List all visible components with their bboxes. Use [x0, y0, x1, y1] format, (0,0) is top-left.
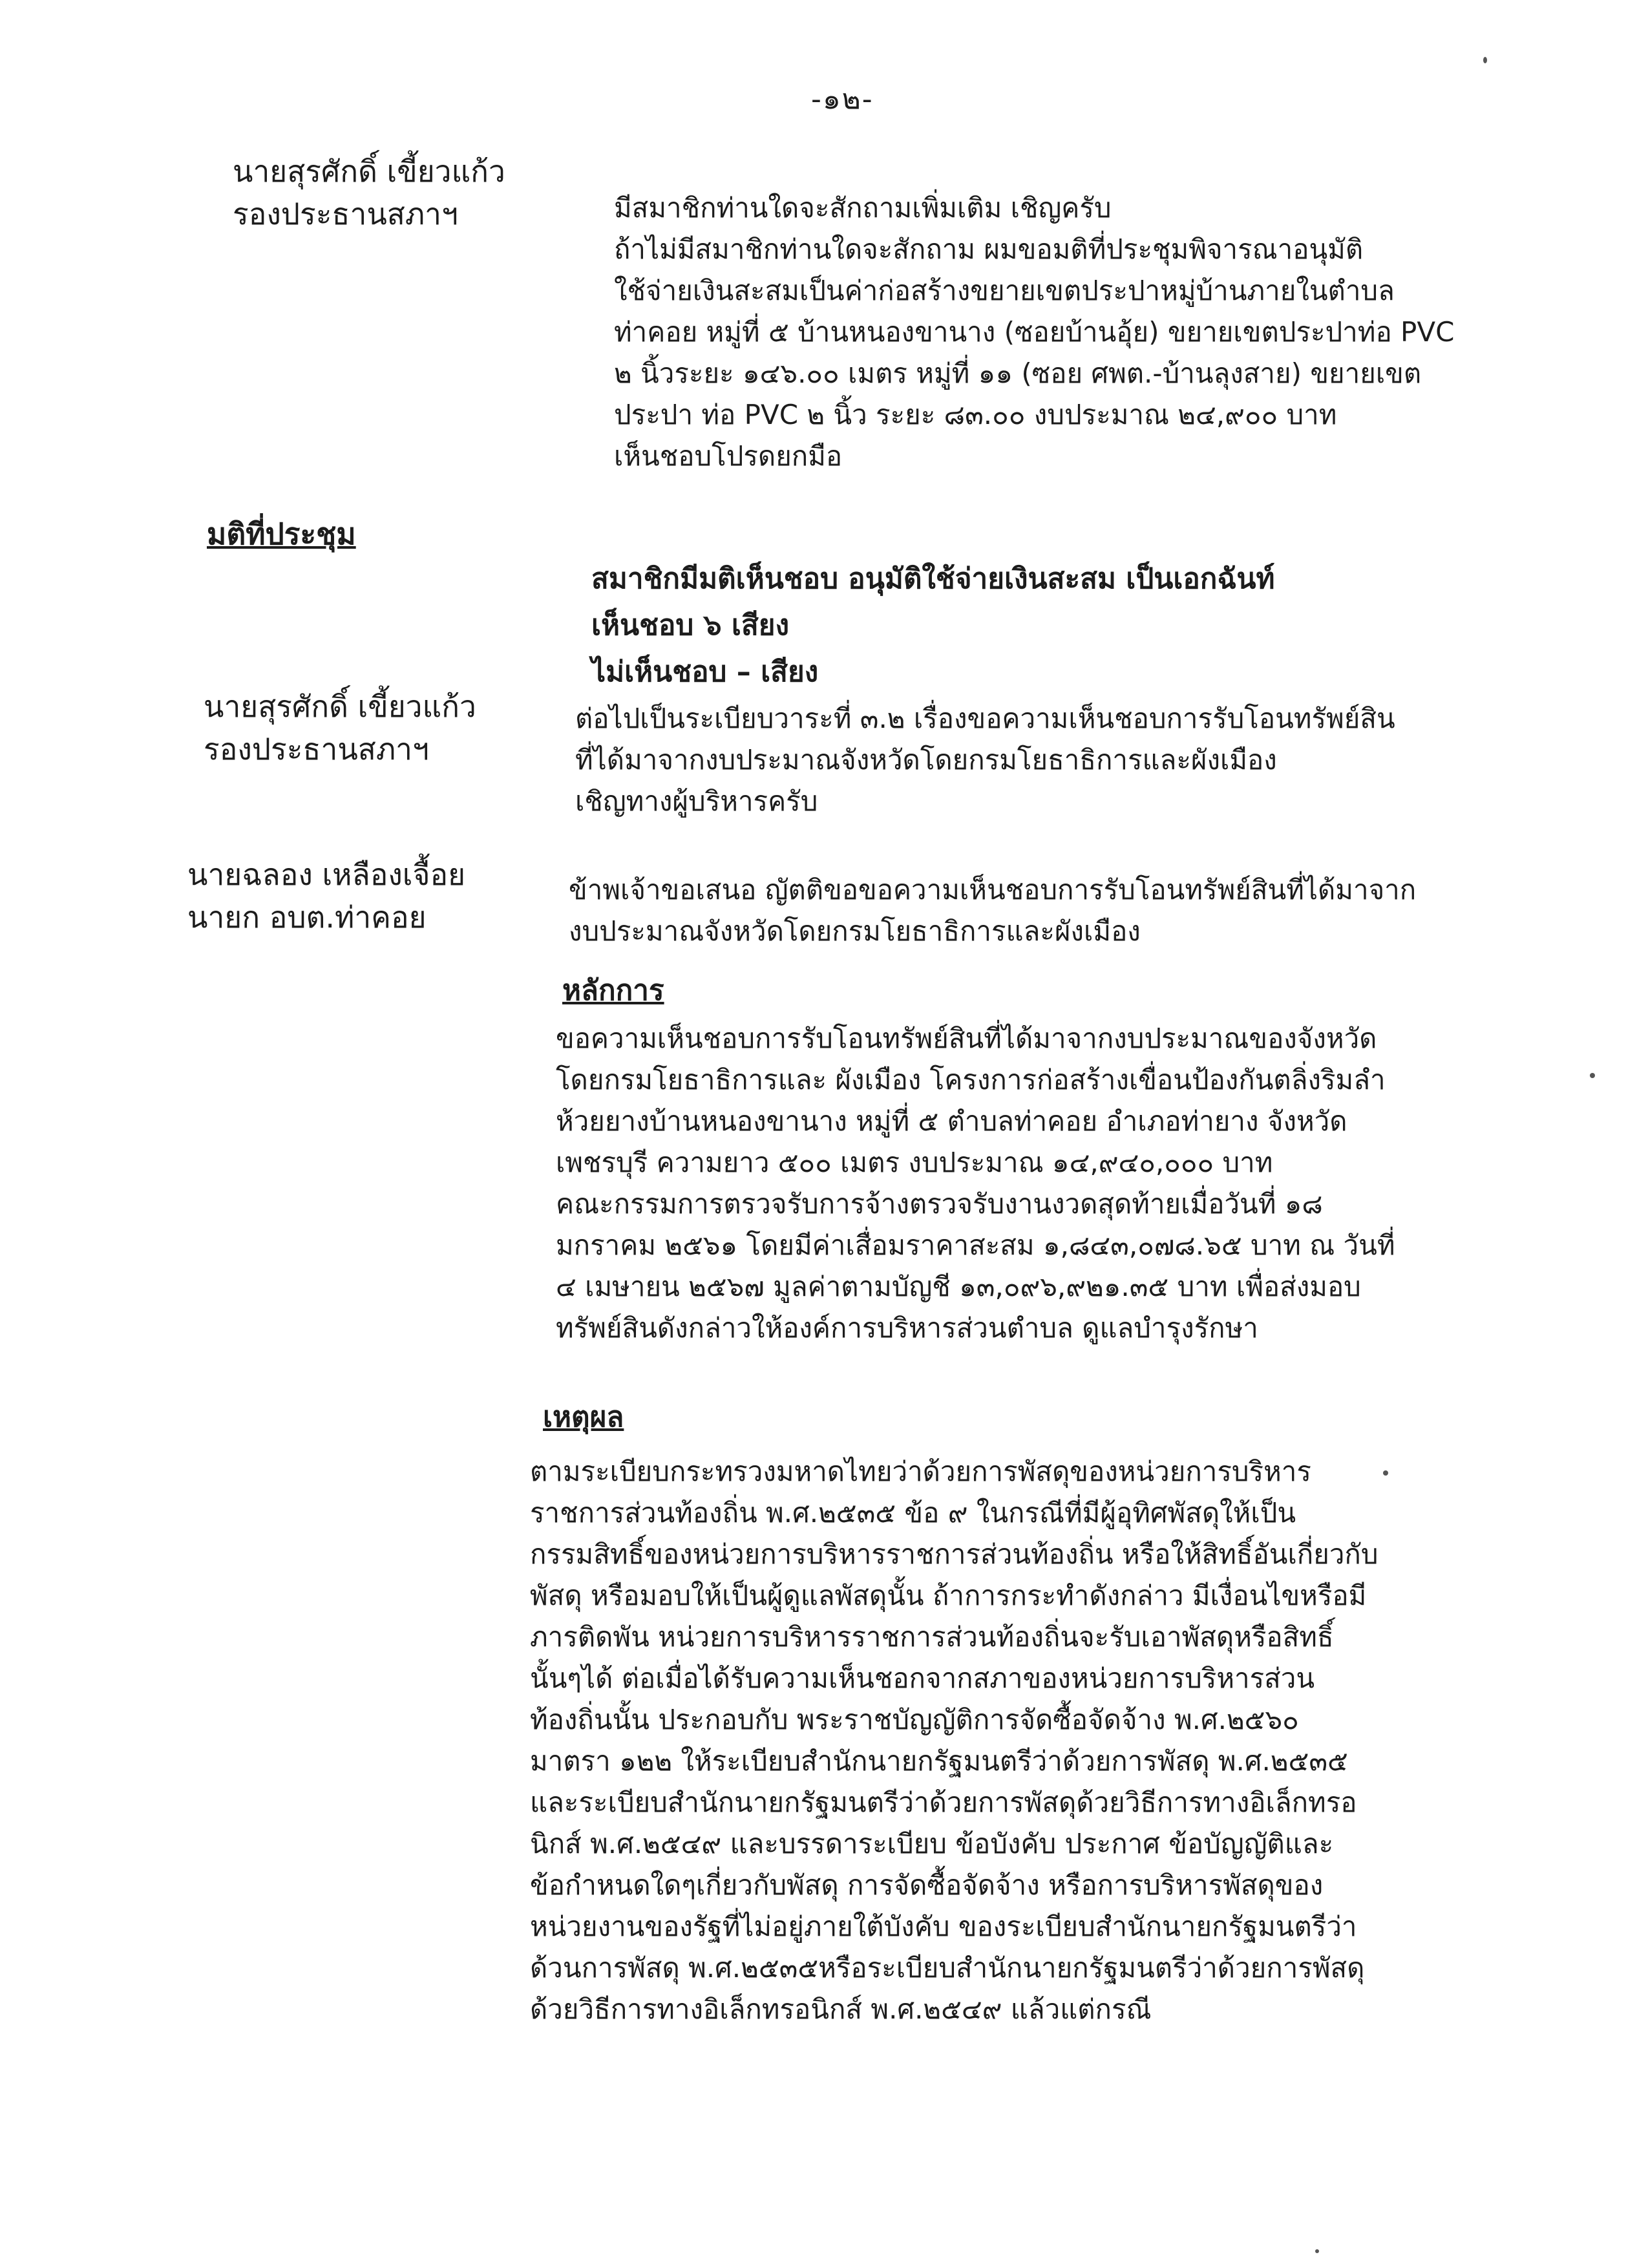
principle-block: [556, 1018, 1395, 1349]
reason-line: ราชการส่วนท้องถิ่น พ.ศ.๒๕๓๕ ข้อ ๙ ในกรณีที่มีผู้อุทิศพัสดุให้เป็น: [530, 1497, 1296, 1529]
speech-line: ใช้จ่ายเงินสะสมเป็นค่าก่อสร้างขยายเขตประปาหมู่บ้านภายในตำบล: [614, 275, 1395, 306]
reason-line: นิกส์ พ.ศ.๒๕๔๙ และบรรดาระเบียบ ข้อบังคับ ประกาศ ข้อบัญญัติและ: [530, 1828, 1334, 1860]
reason-line: ภารติดพัน หน่วยการบริหารราชการส่วนท้องถิ่นจะรับเอาพัสดุหรือสิทธิ์: [530, 1621, 1334, 1653]
speech-line: งบประมาณจังหวัดโดยกรมโยธาธิการและผังเมือง: [569, 915, 1141, 947]
reason-line: ตามระเบียบกระทรวงมหาดไทยว่าด้วยการพัสดุของหน่วยการบริหาร: [530, 1456, 1311, 1487]
reason-line: และระเบียบสำนักนายกรัฐมนตรีว่าด้วยการพัสดุด้วยวิธีการทางอิเล็กทรอ: [530, 1786, 1357, 1818]
principle-line: คณะกรรมการตรวจรับการจ้างตรวจรับงานงวดสุดท้ายเมื่อวันที่ ๑๘: [556, 1188, 1323, 1220]
speech-block-2: [575, 698, 1395, 822]
principle-line: ห้วยยางบ้านหนองขานาง หมู่ที่ ๕ ตำบลท่าคอย อำเภอท่ายาง จังหวัด: [556, 1105, 1347, 1137]
speech-line: เชิญทางผู้บริหารครับ: [575, 785, 818, 817]
speaker-name: นายฉลอง เหลืองเจื้อย: [187, 857, 466, 892]
reason-line: ท้องถิ่นนั้น ประกอบกับ พระราชบัญญัติการจัดซื้อจัดจ้าง พ.ศ.๒๕๖๐: [530, 1704, 1299, 1735]
speech-line: ที่ได้มาจากงบประมาณจังหวัดโดยกรมโยธาธิการและผังเมือง: [575, 744, 1277, 776]
principle-line: ทรัพย์สินดังกล่าวให้องค์การบริหารส่วนตำบล ดูแลบำรุงรักษา: [556, 1312, 1258, 1344]
resolution-line: สมาชิกมีมติเห็นชอบ อนุมัติใช้จ่ายเงินสะสม เป็นเอกฉันท์: [591, 562, 1275, 595]
speaker-role: รองประธานสภาฯ: [204, 732, 429, 767]
resolution-vote-disapprove: ไม่เห็นชอบ – เสียง: [591, 655, 819, 688]
speech-line: ข้าพเจ้าขอเสนอ ญัตติขอขอความเห็นชอบการรับโอนทรัพย์สินที่ได้มาจาก: [569, 874, 1417, 906]
speech-block-1: [614, 187, 1454, 477]
reason-line: ด้วนการพัสดุ พ.ศ.๒๕๓๕หรือระเบียบสำนักนายกรัฐมนตรีว่าด้วยการพัสดุ: [530, 1952, 1365, 1984]
resolution-vote-approve: เห็นชอบ ๖ เสียง: [591, 609, 790, 642]
speaker-role: รองประธานสภาฯ: [233, 196, 458, 231]
speaker-block-2: [204, 685, 476, 770]
speech-line: ท่าคอย หมู่ที่ ๕ บ้านหนองขานาง (ซอยบ้านอุ้ย) ขยายเขตประปาท่อ PVC: [614, 316, 1455, 348]
principle-line: โดยกรมโยธาธิการและ ผังเมือง โครงการก่อสร้างเขื่อนป้องกันตลิ่งริมลำ: [556, 1064, 1386, 1096]
speech-line: ต่อไปเป็นระเบียบวาระที่ ๓.๒ เรื่องขอความเห็นชอบการรับโอนทรัพย์สิน: [575, 703, 1395, 734]
reason-line: มาตรา ๑๒๒ ให้ระเบียบสำนักนายกรัฐมนตรีว่าด้วยการพัสดุ พ.ศ.๒๕๓๕: [530, 1745, 1348, 1777]
speech-line: ประปา ท่อ PVC ๒ นิ้ว ระยะ ๘๓.๐๐ งบประมาณ ๒๔,๙๐๐ บาท: [614, 399, 1337, 430]
resolution-block: [591, 556, 1274, 695]
speech-line: ถ้าไม่มีสมาชิกท่านใดจะสักถาม ผมขอมติที่ประชุมพิจารณาอนุมัติ: [614, 233, 1364, 265]
reason-line: หน่วยงานของรัฐที่ไม่อยู่ภายใต้บังคับ ของระเบียบสำนักนายกรัฐมนตรีว่า: [530, 1911, 1357, 1942]
speech-block-3: [569, 869, 1416, 952]
speaker-block-1: [233, 150, 505, 235]
resolution-label: มติที่ประชุม: [207, 516, 356, 551]
reason-line: ข้อกำหนดใดๆเกี่ยวกับพัสดุ การจัดซื้อจัดจ้าง หรือการบริหารพัสดุของ: [530, 1869, 1324, 1901]
principle-line: เพชรบุรี ความยาว ๕๐๐ เมตร งบประมาณ ๑๔,๙๔๐,๐๐๐ บาท: [556, 1147, 1273, 1178]
reason-line: นั้นๆได้ ต่อเมื่อได้รับความเห็นชอกจากสภาของหน่วยการบริหารส่วน: [530, 1662, 1315, 1694]
principle-heading: หลักการ: [562, 974, 664, 1007]
scan-speck: [1590, 1073, 1595, 1078]
scan-speck: [1315, 2249, 1319, 2253]
speaker-name: นายสุรศักดิ์ เขี้ยวแก้ว: [233, 154, 505, 189]
reason-block: [530, 1451, 1379, 2030]
scan-speck: [1383, 1470, 1388, 1476]
reason-line: พัสดุ หรือมอบให้เป็นผู้ดูแลพัสดุนั้น ถ้าการกระทำดังกล่าว มีเงื่อนไขหรือมี: [530, 1580, 1367, 1611]
page-number: -๑๒-: [811, 83, 874, 116]
speech-line: มีสมาชิกท่านใดจะสักถามเพิ่มเติม เชิญครับ: [614, 192, 1112, 224]
speech-line: เห็นชอบโปรดยกมือ: [614, 440, 843, 472]
speaker-block-3: [187, 853, 465, 938]
principle-line: ๔ เมษายน ๒๕๖๗ มูลค่าตามบัญชี ๑๓,๐๙๖,๙๒๑.๓๕ บาท เพื่อส่งมอบ: [556, 1271, 1361, 1302]
reason-heading: เหตุผล: [543, 1401, 624, 1434]
reason-line: ด้วยวิธีการทางอิเล็กทรอนิกส์ พ.ศ.๒๕๔๙ แล้วแต่กรณี: [530, 1993, 1152, 2025]
scan-speck: [1483, 57, 1487, 63]
speaker-role: นายก อบต.ท่าคอย: [187, 900, 427, 935]
principle-line: มกราคม ๒๕๖๑ โดยมีค่าเสื่อมราคาสะสม ๑,๘๔๓,๐๗๘.๖๕ บาท ณ วันที่: [556, 1229, 1395, 1261]
principle-line: ขอความเห็นชอบการรับโอนทรัพย์สินที่ได้มาจากงบประมาณของจังหวัด: [556, 1023, 1377, 1054]
reason-line: กรรมสิทธิ์ของหน่วยการบริหารราชการส่วนท้องถิ่น หรือให้สิทธิ์อันเกี่ยวกับ: [530, 1538, 1379, 1570]
speech-line: ๒ นิ้วระยะ ๑๔๖.๐๐ เมตร หมู่ที่ ๑๑ (ซอย ศพต.-บ้านลุงสาย) ขยายเขต: [614, 357, 1422, 389]
speaker-name: นายสุรศักดิ์ เขี้ยวแก้ว: [204, 689, 476, 724]
